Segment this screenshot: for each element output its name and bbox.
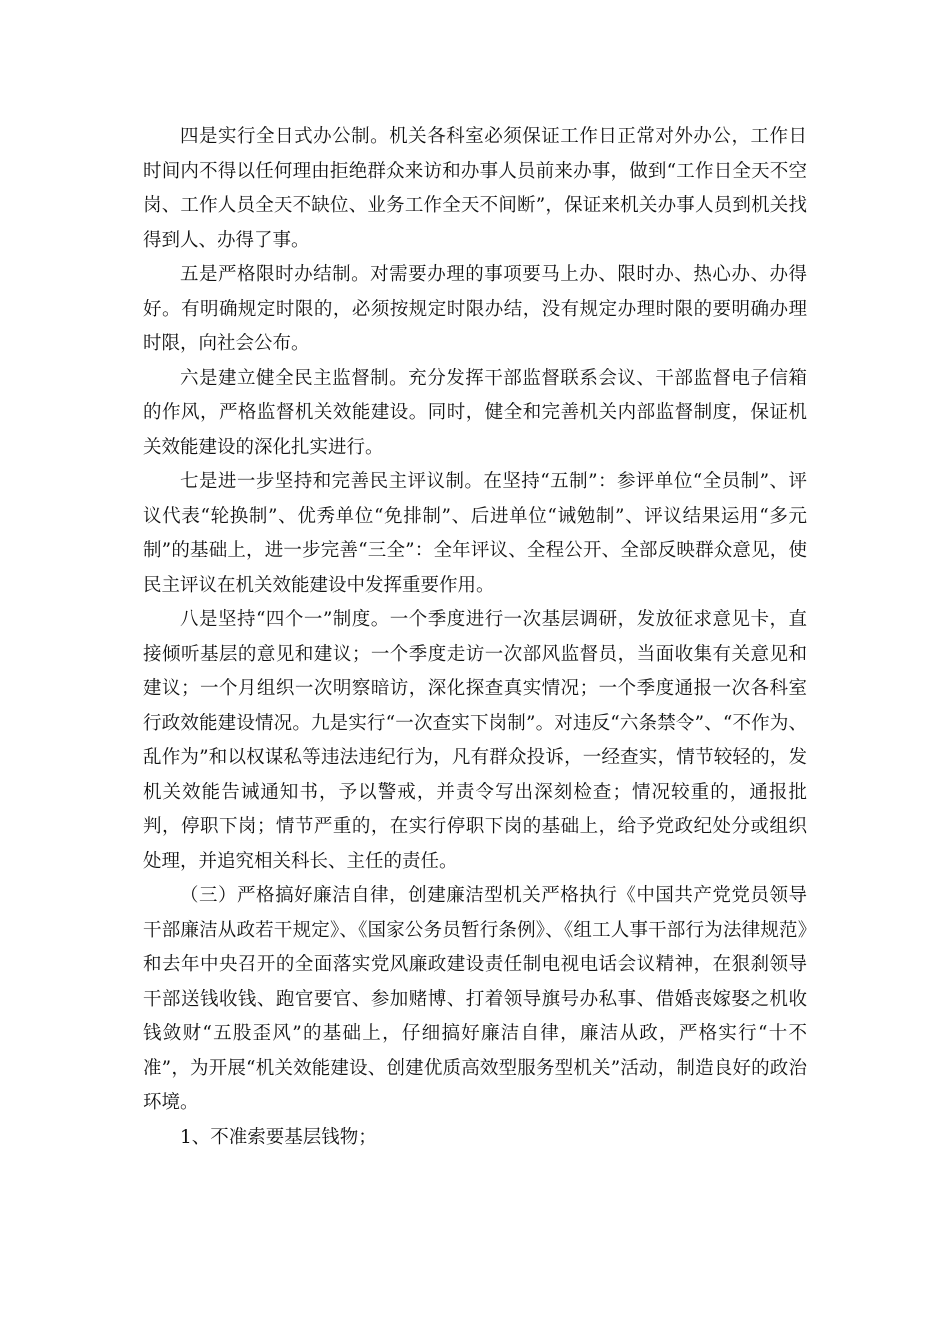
paragraph-full-day-office: 四是实行全日式办公制。机关各科室必须保证工作日正常对外办公，工作日时间内不得以任何理由拒绝群众来访和办事人员前来办事，做到“工作日全天不空岗、工作人员全天不缺位、业务工作全天不间断”，保证来机关办事人员到机关找得到人、办得了事。 [143, 126, 807, 251]
paragraph-integrity-self-discipline: （三）严格搞好廉洁自律，创建廉洁型机关严格执行《中国共产党党员领导干部廉洁从政若干规定》、《国家公务员暂行条例》、《组工人事干部行为法律规范》和去年中央召开的全面落实党风廉政建设责任制电视电话会议精神，在狠刹领导干部送钱收钱、跑官要官、参加赌博、打着领导旗号办私事、借婚丧嫁娶之机收钱敛财“五股歪风”的基础上，仔细搞好廉洁自律，廉洁从政，严格实行“十不准”，为开展“机关效能建设、创建优质高效型服务型机关”活动，制造良好的政治环境。 [143, 885, 807, 1113]
document-body [143, 120, 807, 1155]
paragraph-four-ones: 八是坚持“四个一”制度。一个季度进行一次基层调研，发放征求意见卡，直接倾听基层的意见和建议；一个季度走访一次部风监督员，当面收集有关意见和建议；一个月组织一次明察暗访，深化探查真实情况；一个季度通报一次各科室行政效能建设情况。九是实行“一次查实下岗制”。对违反“六条禁令”、“不作为、乱作为”和以权谋私等违法违纪行为，凡有群众投诉，一经查实，情节较轻的，发机关效能告诫通知书，予以警戒，并责令写出深刻检查；情况较重的，通报批判，停职下岗；情节严重的，在实行停职下岗的基础上，给予党政纪处分或组织处理，并追究相关科长、主任的责任。 [143, 609, 807, 872]
paragraph-democratic-supervision: 六是建立健全民主监督制。充分发挥干部监督联系会议、干部监督电子信箱的作风，严格监督机关效能建设。同时，健全和完善机关内部监督制度，保证机关效能建设的深化扎实进行。 [143, 367, 807, 458]
paragraph-time-limit: 五是严格限时办结制。对需要办理的事项要马上办、限时办、热心办、办得好。有明确规定时限的，必须按规定时限办结，没有规定办理时限的要明确办理时限，向社会公布。 [143, 264, 807, 354]
paragraph-democratic-appraisal: 七是进一步坚持和完善民主评议制。在坚持“五制”：参评单位“全员制”、评议代表“轮换制”、优秀单位“免排制”、后进单位“诫勉制”、评议结果运用“多元制”的基础上，进一步完善“三全”：全年评议、全程公开、全部反映群众意见，使民主评议在机关效能建设中发挥重要作用。 [143, 471, 807, 596]
paragraph-list-item-1: 1、不准索要基层钱物； [180, 1126, 377, 1148]
